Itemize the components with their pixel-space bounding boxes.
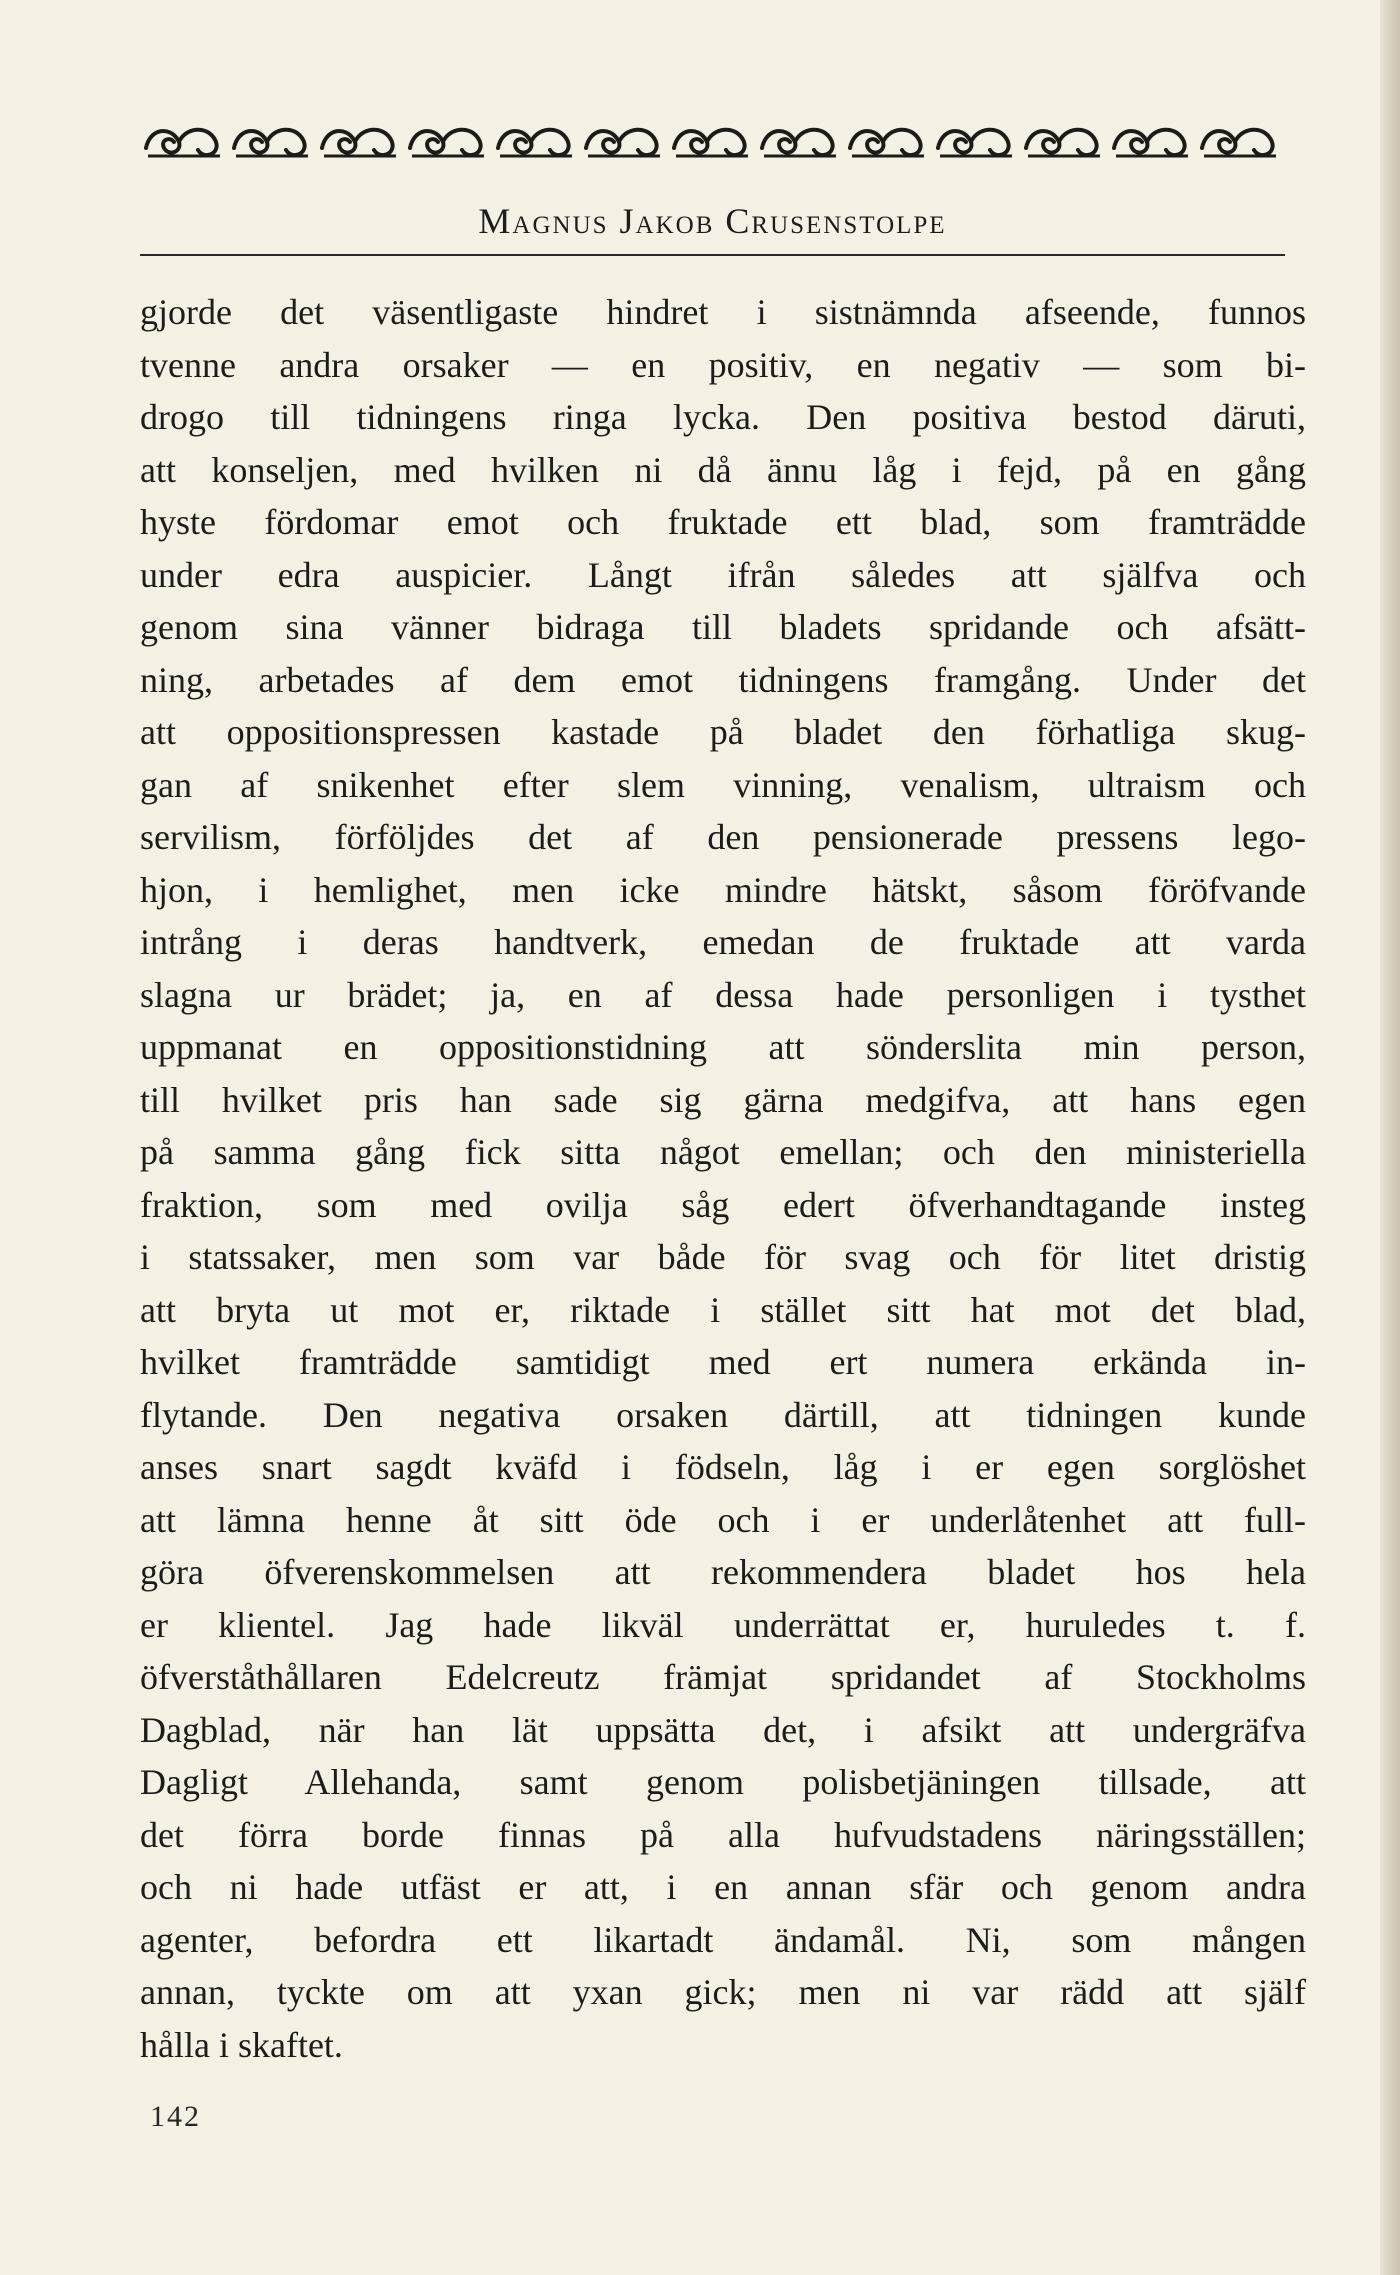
text-line: intrång i deras handtverk, emedan de fruktade att varda	[140, 922, 1306, 962]
running-head: Magnus Jakob Crusenstolpe	[478, 201, 947, 241]
text-line: i statssaker, men som var både för svag och för litet dristig	[140, 1237, 1306, 1277]
text-line: gjorde det väsentligaste hindret i sistnämnda afseende, funnos	[140, 292, 1306, 332]
text-line: öfverståthållaren Edelcreutz främjat spridandet af Stockholms	[140, 1657, 1306, 1697]
text-line: hålla i skaftet.	[140, 2024, 343, 2065]
text-line: hvilket framträdde samtidigt med ert numera erkända in-	[140, 1342, 1306, 1382]
text-line: er klientel. Jag hade likväl underrättat er, huruledes t. f.	[140, 1604, 1306, 1645]
text-line: att konseljen, med hvilken ni då ännu låg i fejd, på en gång	[140, 449, 1306, 490]
text-line: under edra auspicier. Långt ifrån således att själfva och	[140, 554, 1306, 595]
text-line: slagna ur brädet; ja, en af dessa hade personligen i tysthet	[140, 974, 1306, 1015]
text-line: drogo till tidningens ringa lycka. Den positiva bestod däruti,	[140, 397, 1306, 437]
text-line: anses snart sagdt kväfd i födseln, låg i er egen sorglöshet	[140, 1447, 1306, 1487]
text-line: agenter, befordra ett likartadt ändamål. Ni, som mången	[140, 1919, 1306, 1960]
text-line: det förra borde finnas på alla hufvudstadens näringsställen;	[140, 1814, 1306, 1855]
page-number: 142	[150, 2100, 201, 2133]
text-line: att lämna henne åt sitt öde och i er underlåtenhet att full-	[140, 1499, 1306, 1540]
text-line: på samma gång fick sitta något emellan; och den ministeriella	[140, 1132, 1306, 1172]
text-line: Dagligt Allehanda, samt genom polisbetjäningen tillsade, att	[140, 1762, 1306, 1802]
text-line: fraktion, som med ovilja såg edert öfverhandtagande insteg	[140, 1184, 1306, 1225]
text-line: göra öfverenskommelsen att rekommendera bladet hos hela	[140, 1552, 1306, 1592]
text-line: genom sina vänner bidraga till bladets spridande och afsätt-	[140, 607, 1306, 647]
text-line: hjon, i hemlighet, men icke mindre hätskt, såsom föröfvande	[140, 869, 1306, 910]
text-line: flytande. Den negativa orsaken därtill, att tidningen kunde	[140, 1394, 1306, 1435]
ornamental-border	[140, 118, 1285, 166]
text-line: och ni hade utfäst er att, i en annan sfär och genom andra	[140, 1867, 1306, 1907]
text-line: servilism, förföljdes det af den pensionerade pressens lego-	[140, 817, 1306, 857]
text-line: annan, tyckte om att yxan gick; men ni var rädd att själf	[140, 1972, 1306, 2012]
text-line: uppmanat en oppositionstidning att sönderslita min person,	[140, 1027, 1306, 1067]
text-line: hyste fördomar emot och fruktade ett blad, som framträdde	[140, 502, 1306, 542]
text-line: gan af snikenhet efter slem vinning, venalism, ultraism och	[140, 764, 1306, 805]
text-line: att oppositionspressen kastade på bladet den förhatliga skug-	[140, 712, 1306, 752]
text-line: ning, arbetades af dem emot tidningens framgång. Under det	[140, 659, 1306, 700]
page-edge	[1380, 0, 1400, 2275]
header-rule	[140, 254, 1285, 256]
body-text	[140, 286, 1306, 2071]
text-line: tvenne andra orsaker — en positiv, en negativ — som bi-	[140, 344, 1306, 385]
text-line: att bryta ut mot er, riktade i stället sitt hat mot det blad,	[140, 1289, 1306, 1330]
text-line: Dagblad, när han lät uppsätta det, i afsikt att undergräfva	[140, 1709, 1306, 1750]
text-line: till hvilket pris han sade sig gärna medgifva, att hans egen	[140, 1079, 1306, 1120]
